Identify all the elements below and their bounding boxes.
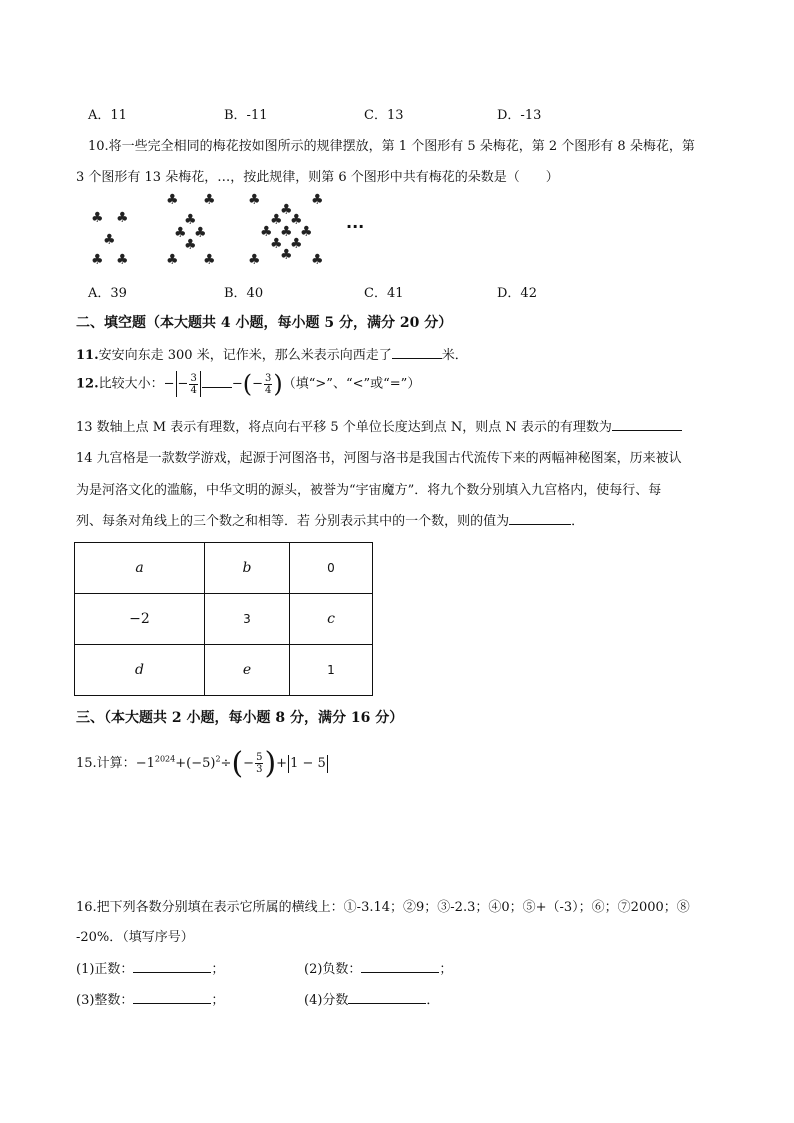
flower-icon: ♣ xyxy=(270,236,283,252)
q16-item-label: (4)分数 xyxy=(304,993,349,1008)
q15-op: ÷ xyxy=(220,756,232,771)
section2-title: 二、填空题（本大题共 4 小题，每小题 5 分，满分 20 分） xyxy=(76,315,453,331)
flower-icon: ♣ xyxy=(116,210,129,226)
q12-minus-3: − xyxy=(231,376,243,392)
grid-row xyxy=(75,543,373,594)
q12-minus-2: − xyxy=(177,376,189,392)
section3-title: 三、（本大题共 2 小题，每小题 8 分，满分 16 分） xyxy=(76,710,404,726)
q14-line3-text: 列、每条对角线上的三个数之和相等．若 分别表示其中的一个数，则的值为 xyxy=(76,514,510,529)
q12-fraction-1: $\frac{3}{4}$ xyxy=(190,372,197,396)
flower-icon: ♣ xyxy=(103,232,116,248)
q15-exponent: 2 xyxy=(215,754,221,764)
flower-icon: ♣ xyxy=(300,224,313,240)
q14-answer-blank[interactable] xyxy=(509,512,571,525)
flower-icon: ♣ xyxy=(174,225,187,241)
abs-bar-right xyxy=(200,371,201,397)
flower-icon: ♣ xyxy=(116,252,129,268)
q9-option-b: B．-11 xyxy=(224,108,268,123)
flower-icon: ♣ xyxy=(166,192,179,208)
grid-cell: 0 xyxy=(290,543,373,594)
paren-left: ( xyxy=(231,746,244,781)
q12-minus-4: − xyxy=(252,376,264,392)
q13 xyxy=(76,416,682,435)
flower-icon: ♣ xyxy=(311,252,324,268)
q13-answer-blank[interactable] xyxy=(612,418,682,431)
q14-line1: 14 九宫格是一款数学游戏，起源于河图洛书，河图与洛书是我国古代流传下来的两幅神秘图案，历来被认 xyxy=(76,451,682,466)
paren-right: ) xyxy=(273,370,283,398)
abs-bar-left xyxy=(288,755,289,773)
q16-blank-integer[interactable] xyxy=(133,991,211,1004)
q16-item-label: (2)负数： xyxy=(304,962,362,977)
q16-item-positive xyxy=(76,958,224,977)
q15 xyxy=(76,746,329,781)
q14-line3-end: ． xyxy=(571,514,585,529)
q16-item-negative xyxy=(304,958,452,977)
grid-cell: c xyxy=(290,594,373,645)
q10-line2: 3 个图形有 13 朵梅花，…，按此规律，则第 6 个图形中共有梅花的朵数是（ ） xyxy=(76,170,559,185)
flower-icon: ♣ xyxy=(248,192,261,208)
q15-prefix: 15.计算： xyxy=(76,756,136,771)
q16-item-end: ； xyxy=(211,962,225,977)
flower-icon: ♣ xyxy=(194,225,207,241)
q12 xyxy=(76,370,420,398)
q11-number: 11. xyxy=(76,348,99,363)
flower-icon: ♣ xyxy=(184,237,197,253)
flower-icon: ♣ xyxy=(290,236,303,252)
q15-op: + xyxy=(276,756,288,771)
q16-item-label: (1)正数： xyxy=(76,962,134,977)
q16-item-label: (3)整数： xyxy=(76,993,134,1008)
flower-icon: ♣ xyxy=(280,224,293,240)
q10-option-c: C．41 xyxy=(364,286,404,301)
q16-blank-positive[interactable] xyxy=(133,960,211,973)
flower-icon: ♣ xyxy=(203,192,216,208)
q12-number: 12. xyxy=(76,376,99,392)
grid-cell: 1 xyxy=(290,645,373,696)
q15-term: 1 − 5 xyxy=(290,756,326,771)
q12-minus-1: − xyxy=(163,376,175,392)
q16-blank-negative[interactable] xyxy=(361,960,439,973)
q9-option-a: A．11 xyxy=(88,108,127,123)
flower-icon: ♣ xyxy=(270,212,283,228)
q14-line2: 为是河洛文化的滥觞，中华文明的源头，被誉为“宇宙魔方”．将九个数分别填入九宫格内，使每行、每 xyxy=(76,483,662,498)
q16-item-end: ； xyxy=(211,993,225,1008)
q10-option-a: A．39 xyxy=(88,286,127,301)
grid-row xyxy=(75,645,373,696)
q11-unit: 米． xyxy=(441,348,468,363)
q9-option-c: C．13 xyxy=(364,108,404,123)
flower-icon: ♣ xyxy=(290,212,303,228)
ellipsis: ··· xyxy=(346,217,365,236)
q12-answer-blank[interactable] xyxy=(202,375,232,388)
q16-item-fraction xyxy=(304,989,439,1008)
grid-row xyxy=(75,594,373,645)
flower-icon: ♣ xyxy=(166,252,179,268)
q10-line1: 10.将一些完全相同的梅花按如图所示的规律摆放，第 1 个图形有 5 朵梅花，第 2 个图形有 8 朵梅花，第 xyxy=(88,139,695,154)
q13-text: 13 数轴上点 M 表示有理数，将点向右平移 5 个单位长度达到点 N，则点 N 表示的有理数为 xyxy=(76,420,612,435)
magic-square-grid xyxy=(74,542,373,696)
q12-hint: （填“>”、“<”或“=”） xyxy=(282,376,421,392)
flower-icon: ♣ xyxy=(91,210,104,226)
q16-item-end: ． xyxy=(426,993,440,1008)
q16-item-end: ； xyxy=(439,962,453,977)
q15-exponent: 2024 xyxy=(154,754,176,764)
flower-icon: ♣ xyxy=(184,212,197,228)
grid-cell: e xyxy=(205,645,290,696)
q12-prefix: 比较大小： xyxy=(98,376,164,392)
q12-fraction-2: $\frac{3}{4}$ xyxy=(265,372,272,396)
flower-icon: ♣ xyxy=(311,192,324,208)
q10-option-d: D．42 xyxy=(497,286,537,301)
q16-item-integer xyxy=(76,989,224,1008)
flower-icon: ♣ xyxy=(203,252,216,268)
flower-icon: ♣ xyxy=(91,252,104,268)
q15-op: + xyxy=(175,756,187,771)
q15-term: (−5) xyxy=(186,756,216,771)
abs-bar-right xyxy=(327,755,328,773)
q16-line1: 16.把下列各数分别填在表示它所属的横线上：①-3.14；②9；③-2.3；④0；⑤+（-3）；⑥；⑦2000；⑧ xyxy=(76,900,690,915)
q11-answer-blank[interactable] xyxy=(392,346,442,359)
flower-icon: ♣ xyxy=(280,247,293,263)
paren-left: ( xyxy=(242,370,253,398)
flower-icon: ♣ xyxy=(280,202,293,218)
q11-text: 安安向东走 300 米，记作米，那么米表示向西走了 xyxy=(98,348,392,363)
q9-option-d: D．-13 xyxy=(497,108,542,123)
flower-icon: ♣ xyxy=(248,252,261,268)
q16-line2: -20%．（填写序号） xyxy=(76,930,194,945)
grid-cell: d xyxy=(75,645,205,696)
grid-cell: 3 xyxy=(205,594,290,645)
grid-cell: b xyxy=(205,543,290,594)
paren-right: ) xyxy=(264,746,277,781)
q15-term: −1 xyxy=(135,756,155,771)
grid-cell: −2 xyxy=(75,594,205,645)
abs-bar-left xyxy=(176,371,177,397)
q15-term: − xyxy=(243,756,255,771)
q16-blank-fraction[interactable] xyxy=(348,991,426,1004)
q14-line3 xyxy=(76,510,584,529)
flower-icon: ♣ xyxy=(260,224,273,240)
q11 xyxy=(76,344,468,363)
grid-cell: a xyxy=(75,543,205,594)
q10-option-b: B．40 xyxy=(224,286,264,301)
q15-fraction: $\frac{5}{3}$ xyxy=(256,752,263,775)
